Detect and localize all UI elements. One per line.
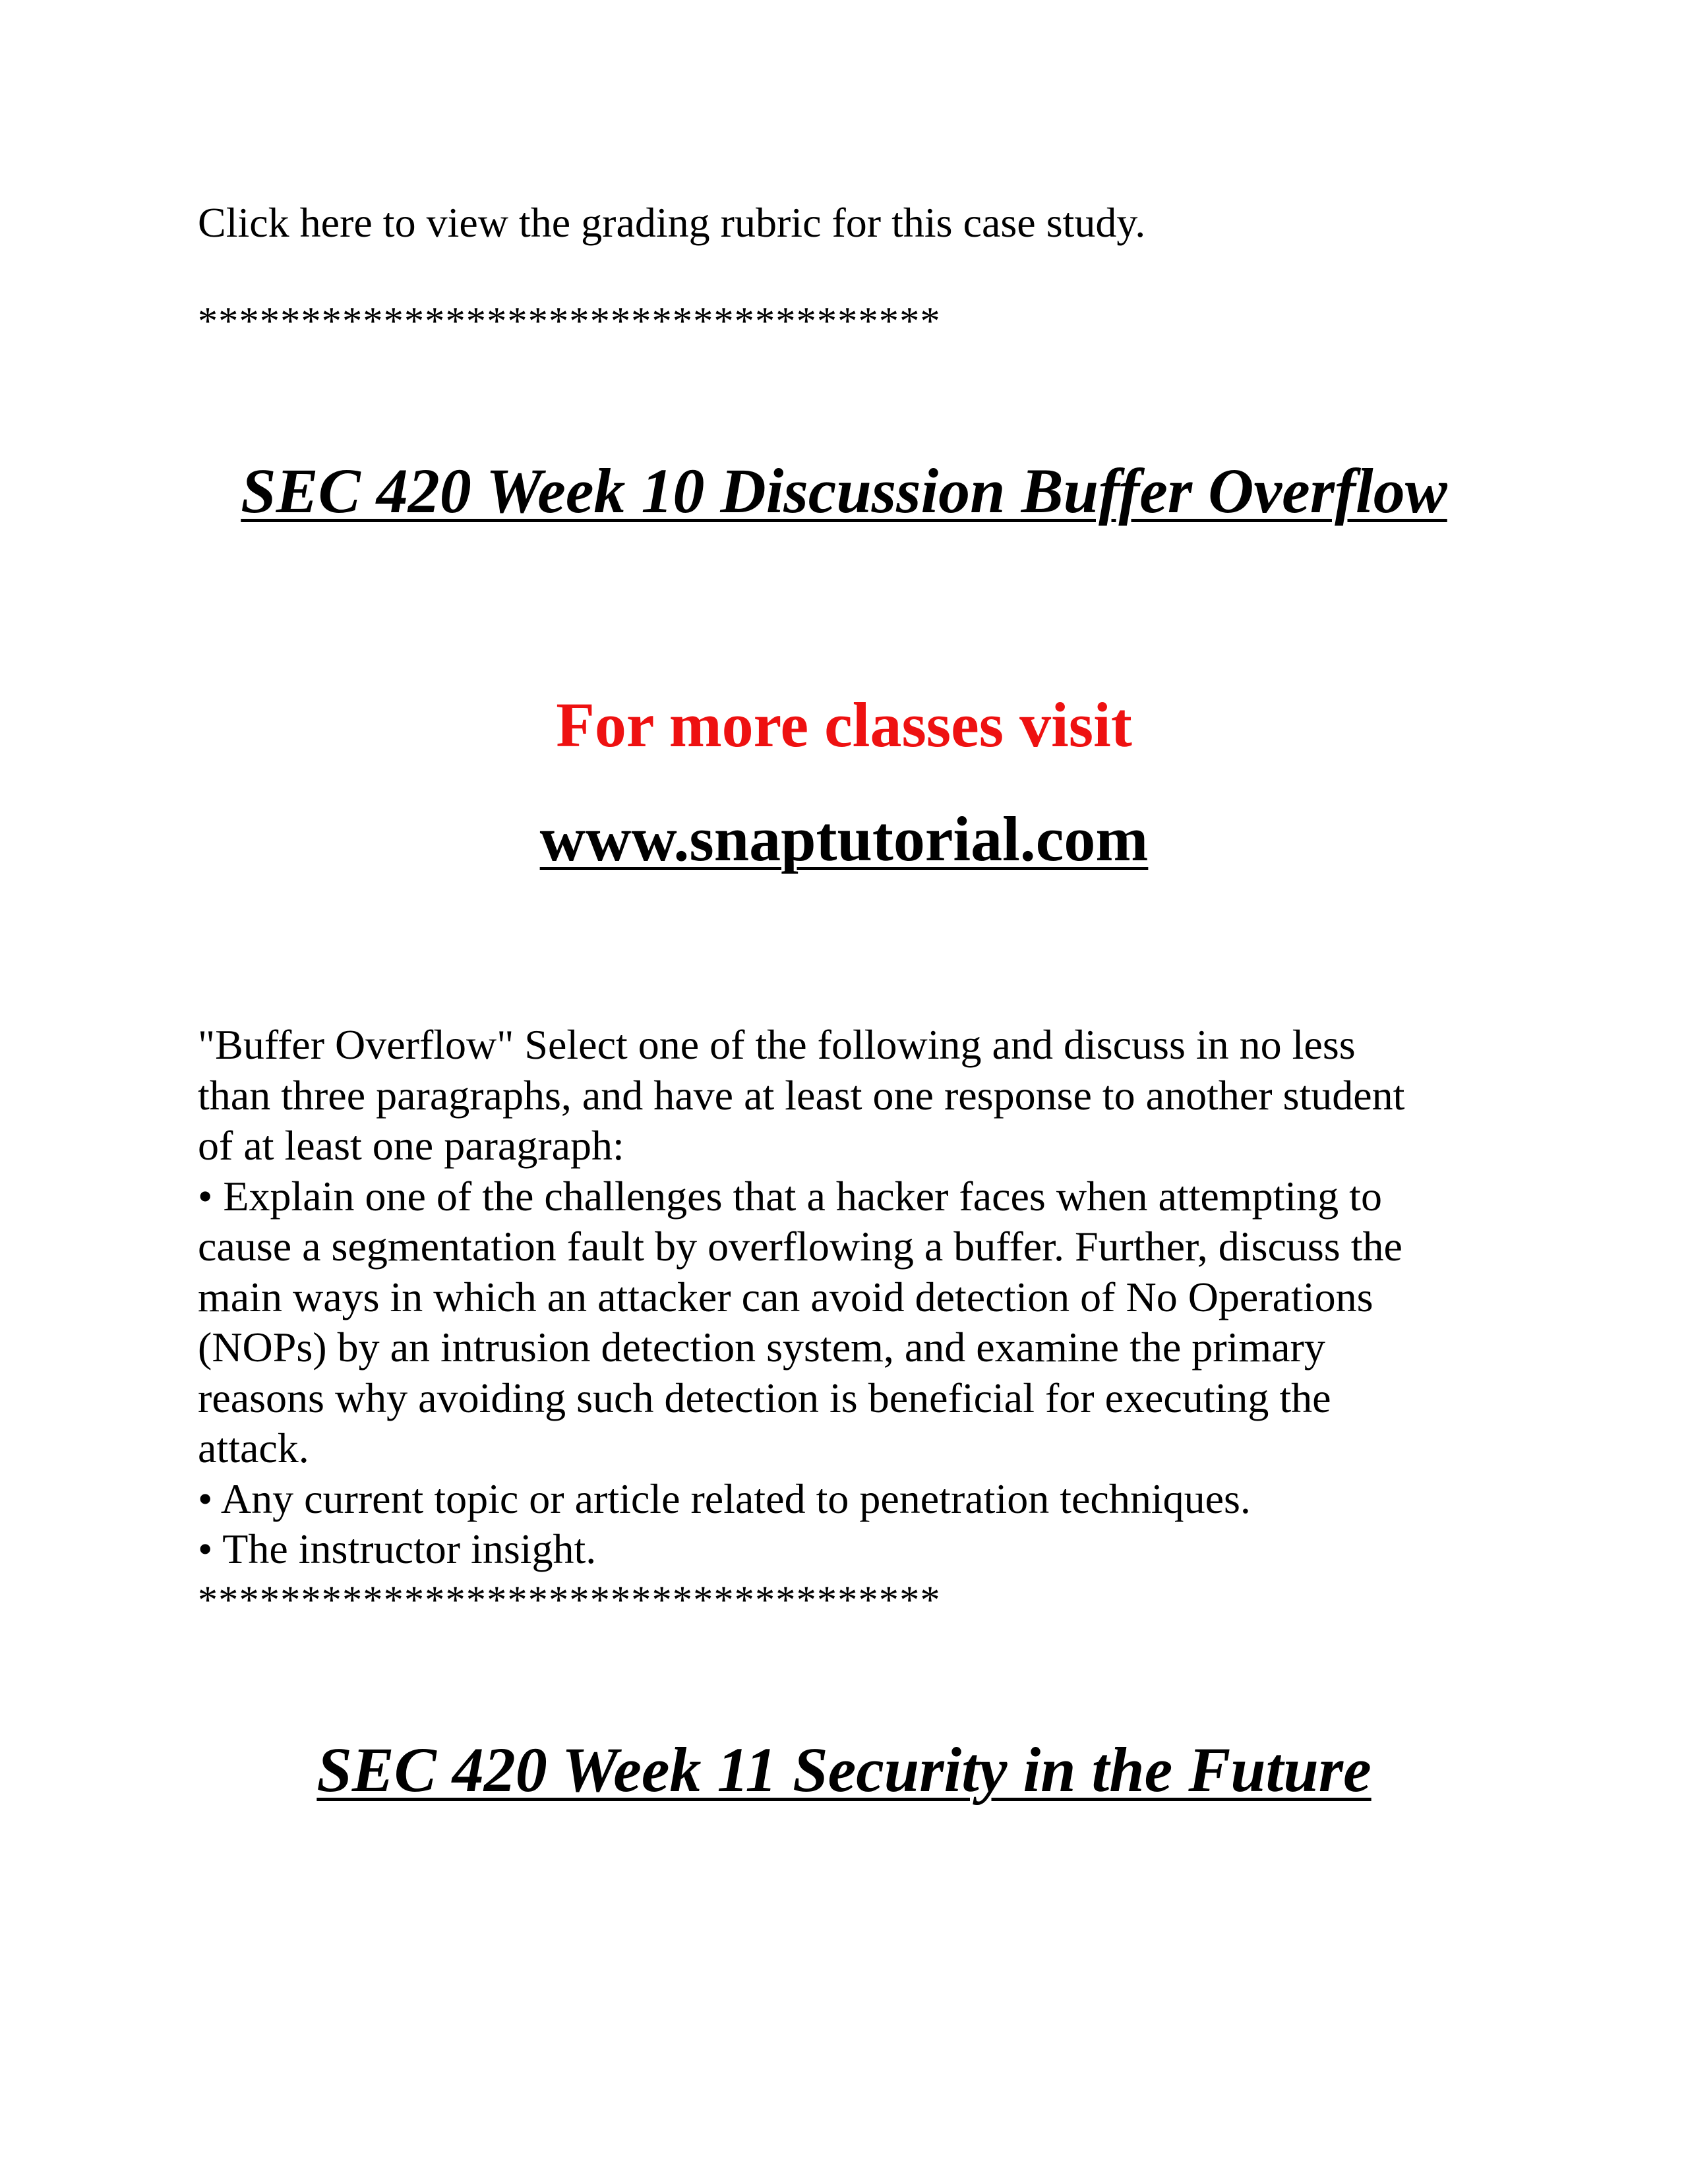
- body-line: main ways in which an attacker can avoid detection of No Operations: [198, 1273, 1373, 1320]
- promo-text: For more classes visit: [556, 690, 1132, 760]
- week11-heading: SEC 420 Week 11 Security in the Future: [316, 1734, 1372, 1805]
- separator-stars: ************************************: [198, 1578, 941, 1622]
- bullet-line: • Any current topic or article related to penetration techniques.: [198, 1475, 1251, 1522]
- snaptutorial-link[interactable]: www.snaptutorial.com: [539, 804, 1149, 874]
- body-line: reasons why avoiding such detection is beneficial for executing the: [198, 1374, 1331, 1421]
- discussion-body: [198, 1020, 1490, 1575]
- separator-stars: ************************************: [198, 299, 941, 343]
- body-line: attack.: [198, 1425, 309, 1471]
- body-line: of at least one paragraph:: [198, 1122, 624, 1169]
- grading-rubric-link[interactable]: Click here to view the grading rubric for this case study.: [198, 199, 1146, 246]
- body-line: than three paragraphs, and have at least one response to another student: [198, 1071, 1405, 1119]
- body-line: (NOPs) by an intrusion detection system, and examine the primary: [198, 1324, 1325, 1371]
- bullet-line: • The instructor insight.: [198, 1525, 597, 1572]
- body-line: cause a segmentation fault by overflowing a buffer. Further, discuss the: [198, 1223, 1402, 1270]
- bullet-line: • Explain one of the challenges that a hacker faces when attempting to: [198, 1172, 1382, 1220]
- body-line: "Buffer Overflow" Select one of the following and discuss in no less: [198, 1021, 1356, 1068]
- week10-heading: SEC 420 Week 10 Discussion Buffer Overflow: [241, 456, 1447, 526]
